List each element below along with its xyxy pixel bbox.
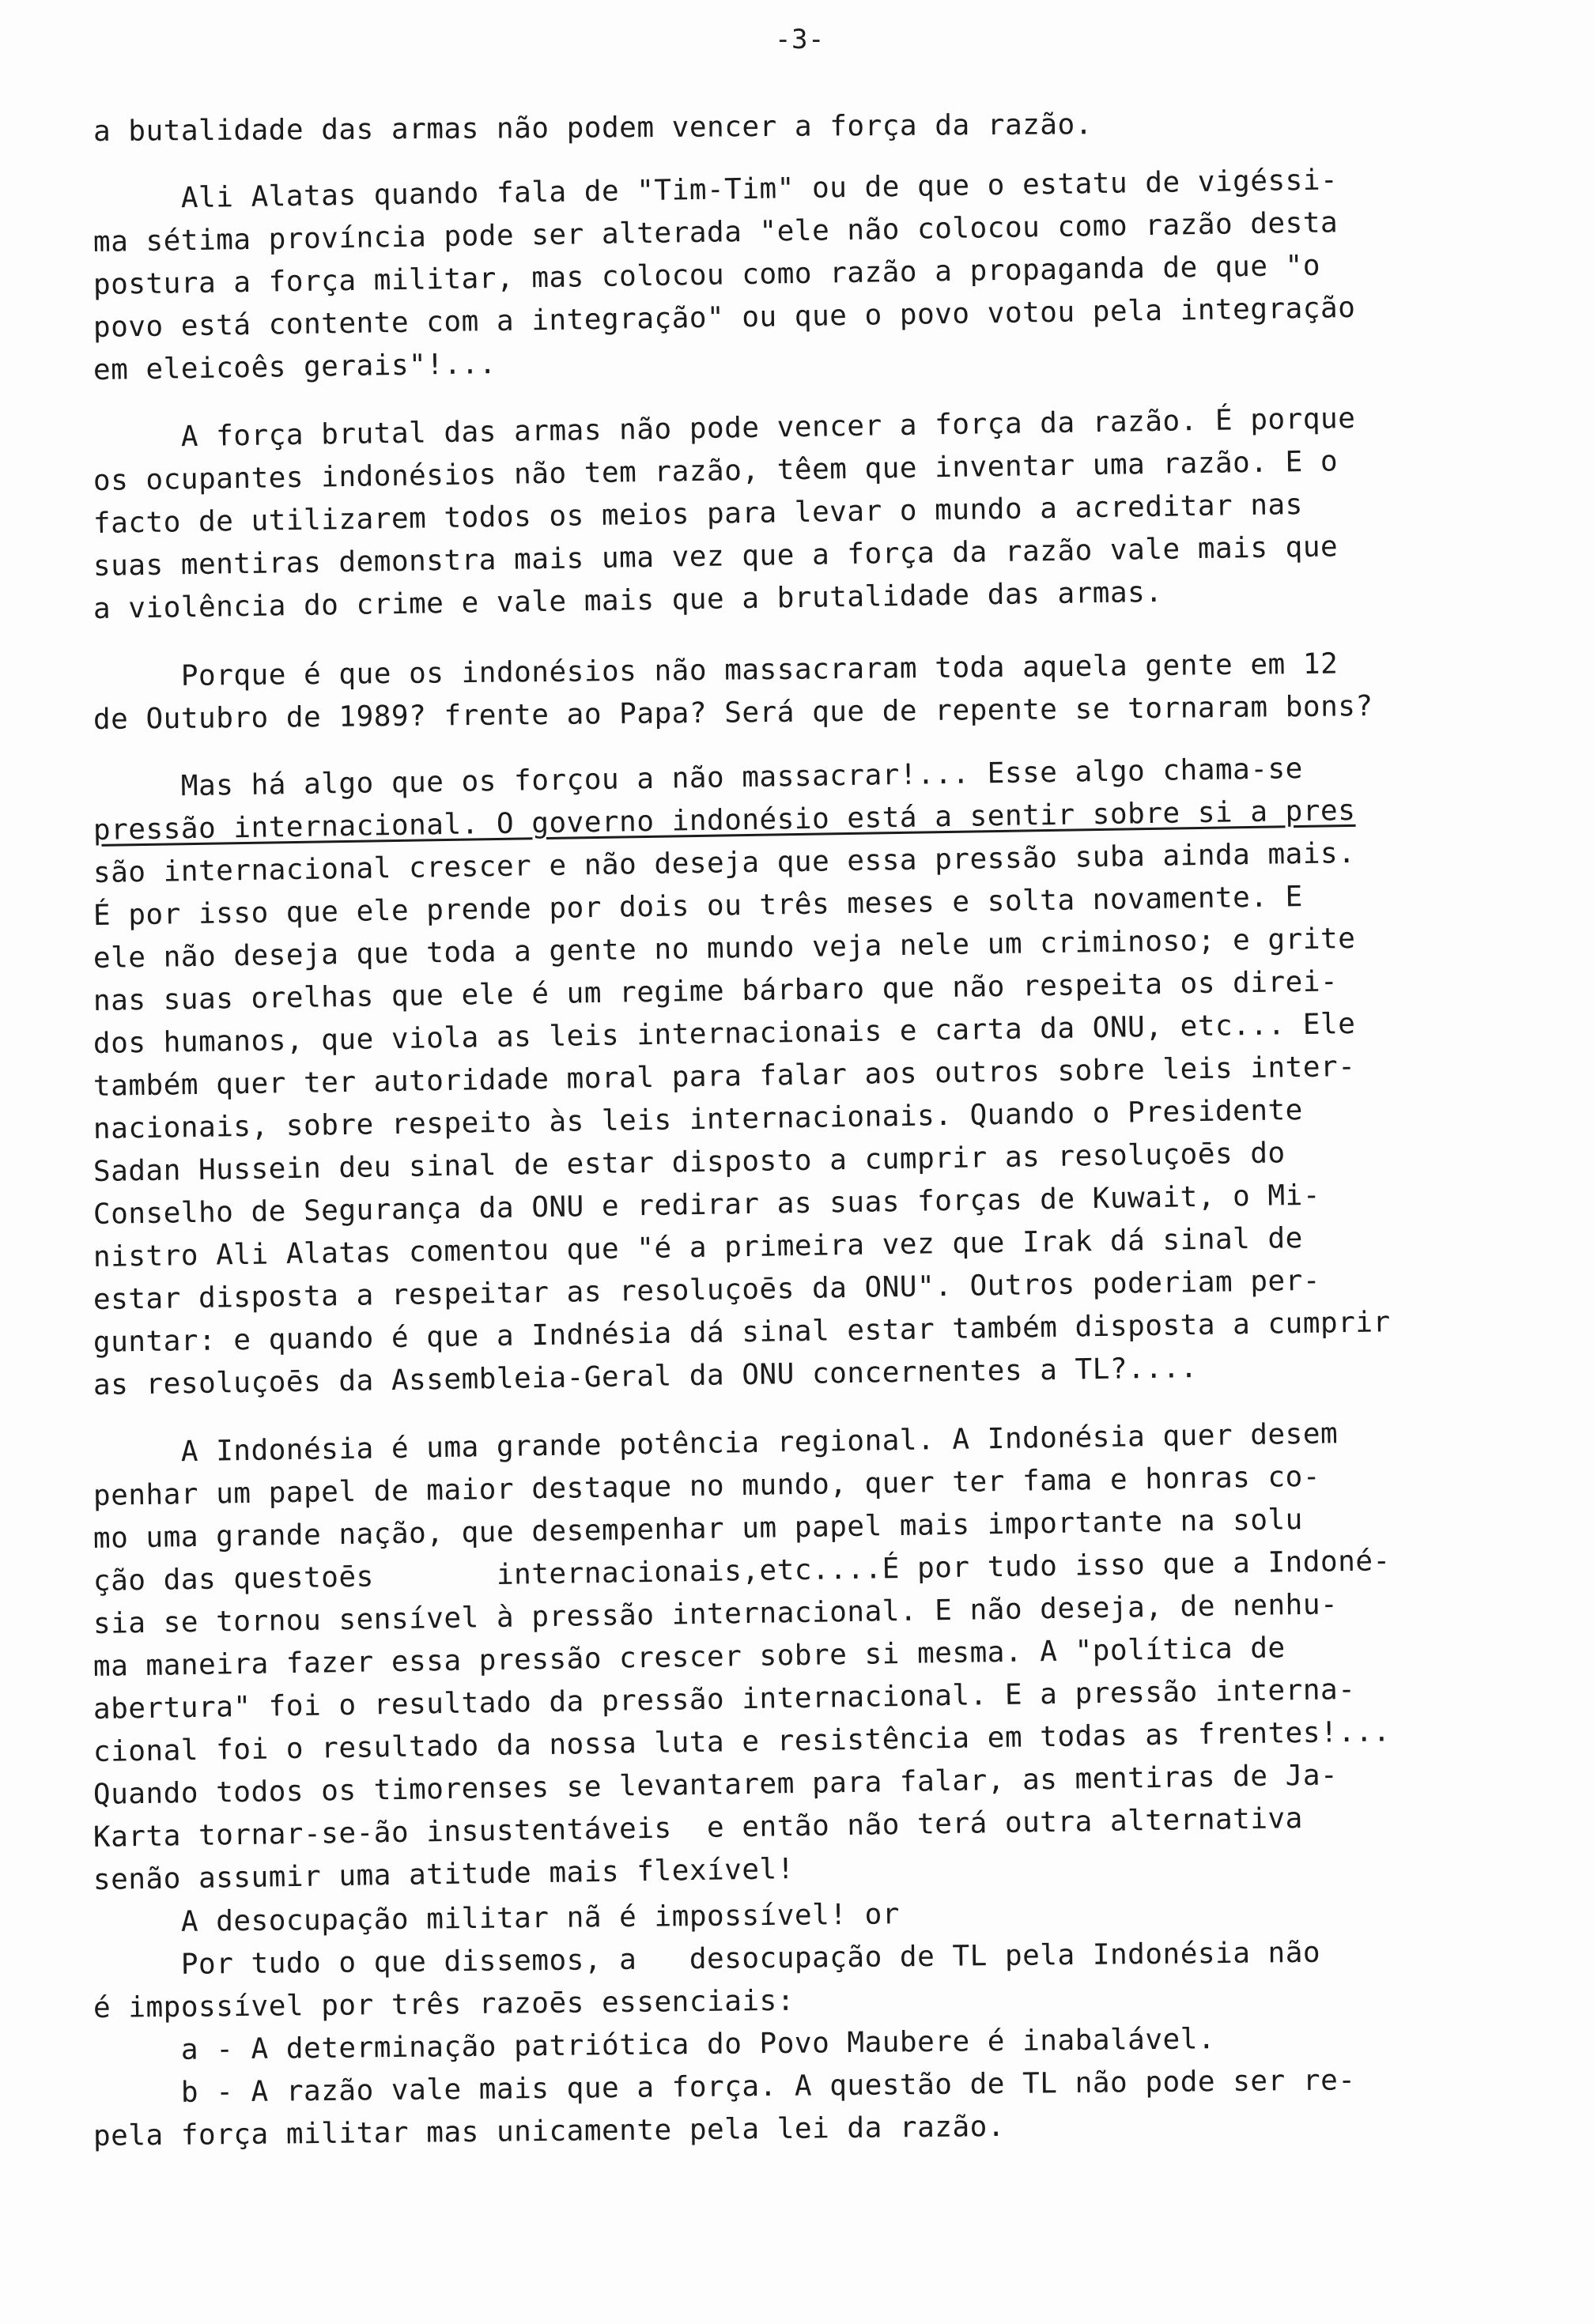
text-line: é impossível por três razoēs essenciais: [93, 1984, 795, 2024]
paragraph [93, 1417, 1532, 1902]
text-line: senão assumir uma atitude mais flexível! [93, 1853, 795, 1896]
text-line: guntar: e quando é que a Indnésia dá sinal estar também disposta a cumprir [93, 1306, 1391, 1359]
text-line: abertura" foi o resultado da pressão internacional. E a pressão interna- [93, 1673, 1356, 1726]
text-line: sia se tornou sensível à pressão internacional. E não deseja, de nenhu- [93, 1588, 1339, 1640]
paragraph [93, 164, 1532, 392]
page-number: -3- [775, 24, 825, 55]
text-line: postura a força militar, mas colocou como razão a propaganda de que "o [93, 249, 1321, 301]
document-body [93, 108, 1532, 2158]
text-line: ção das questoēs internacionais,etc....É por tudo isso que a Indoné- [93, 1545, 1391, 1598]
text-line: também quer ter autoridade moral para falar aos outros sobre leis inter- [93, 1050, 1356, 1103]
text-line: Sadan Hussein deu sinal de estar disposto a cumprir as resoluçoēs do [93, 1137, 1286, 1188]
text-line: A força brutal das armas não pode vencer a força da razão. É porque [93, 402, 1356, 455]
paragraph [93, 752, 1532, 1407]
paragraph [93, 108, 1532, 153]
text-line: cional foi o resultado da nossa luta e resistência em todas as frentes!... [93, 1715, 1391, 1768]
text-line: em eleicoês gerais"!... [93, 347, 497, 387]
text-line: povo está contente com a integração" ou que o povo votou pela integração [93, 291, 1356, 344]
paragraph [93, 1898, 1532, 2158]
text-line: a violência do crime e vale mais que a brutalidade das armas. [93, 575, 1163, 625]
text-line: nacionais, sobre respeito às leis internacionais. Quando o Presidente [93, 1093, 1304, 1145]
text-line: Quando todos os timorenses se levantarem para falar, as mentiras de Ja- [93, 1759, 1339, 1811]
text-line: Karta tornar-se-ão insustentáveis e então não terá outra alternativa [93, 1801, 1304, 1854]
text-line: A Indonésia é uma grande potência regional. A Indonésia quer desem [93, 1417, 1339, 1469]
text-line: Mas há algo que os forçou a não massacrar!... Esse algo chama-se [93, 752, 1304, 804]
text-line: nas suas orelhas que ele é um regime bárbaro que não respeita os direi- [93, 965, 1339, 1017]
text-line: Por tudo o que dissemos, a desocupação de TL pela Indonésia não [93, 1936, 1321, 1982]
text-line: as resoluçoēs da Assembleia-Geral da ONU concernentes a TL?.... [93, 1352, 1199, 1402]
text-line: de Outubro de 1989? frente ao Papa? Será que de repente se tornaram bons? [93, 690, 1373, 736]
text-line: Ali Alatas quando fala de "Tim-Tim" ou de que o estatu de vigéssi- [93, 164, 1339, 216]
text-line: Conselho de Segurança da ONU e redirar as suas forças de Kuwait, o Mi- [93, 1179, 1321, 1231]
text-line: É por isso que ele prende por dois ou três meses e solta novamente. E [93, 880, 1304, 932]
text-line: ma maneira fazer essa pressão crescer sobre si mesma. A "política de [93, 1632, 1286, 1683]
text-line: Porque é que os indonésios não massacraram toda aquela gente em 12 [93, 647, 1339, 693]
text-line: suas mentiras demonstra mais uma vez que a força da razão vale mais que [93, 530, 1339, 583]
text-line: penhar um papel de maior destaque no mundo, quer ter fama e honras co- [93, 1460, 1321, 1512]
text-line: pela força militar mas unicamente pela lei da razão. [93, 2110, 1006, 2152]
text-line: a - A determinação patriótica do Povo Maubere é inabalável. [93, 2023, 1216, 2067]
text-line: ma sétima província pode ser alterada "ele não colocou como razão desta [93, 206, 1339, 258]
text-line: nistro Ali Alatas comentou que "é a primeira vez que Irak dá sinal de [93, 1221, 1304, 1273]
text-line: os ocupantes indonésios não tem razão, têem que inventar uma razão. E o [93, 445, 1339, 497]
text-line: ele não deseja que toda a gente no mundo veja nele um criminoso; e grite [93, 922, 1356, 975]
text-line: b - A razão vale mais que a força. A questão de TL não pode ser re- [93, 2064, 1356, 2110]
text-line: mo uma grande nação, que desempenhar um papel mais importante na solu [93, 1503, 1304, 1555]
paragraph [93, 402, 1532, 631]
paragraph [93, 647, 1532, 741]
text-line: dos humanos, que viola as leis internacionais e carta da ONU, etc... Ele [93, 1007, 1356, 1060]
text-line: facto de utilizarem todos os meios para levar o mundo a acreditar nas [93, 488, 1304, 540]
text-line: estar disposta a respeitar as resoluçoēs da ONU". Outros poderiam per- [93, 1264, 1321, 1316]
text-line: são internacional crescer e não deseja que essa pressão suba ainda mais. [93, 836, 1356, 889]
text-line: pressão internacional. O governo indonésio está a sentir sobre si a pres [93, 794, 1356, 847]
text-line: A desocupação militar nã é impossível! or [93, 1898, 901, 1939]
text-line: a butalidade das armas não podem vencer a força da razão. [93, 108, 1094, 148]
